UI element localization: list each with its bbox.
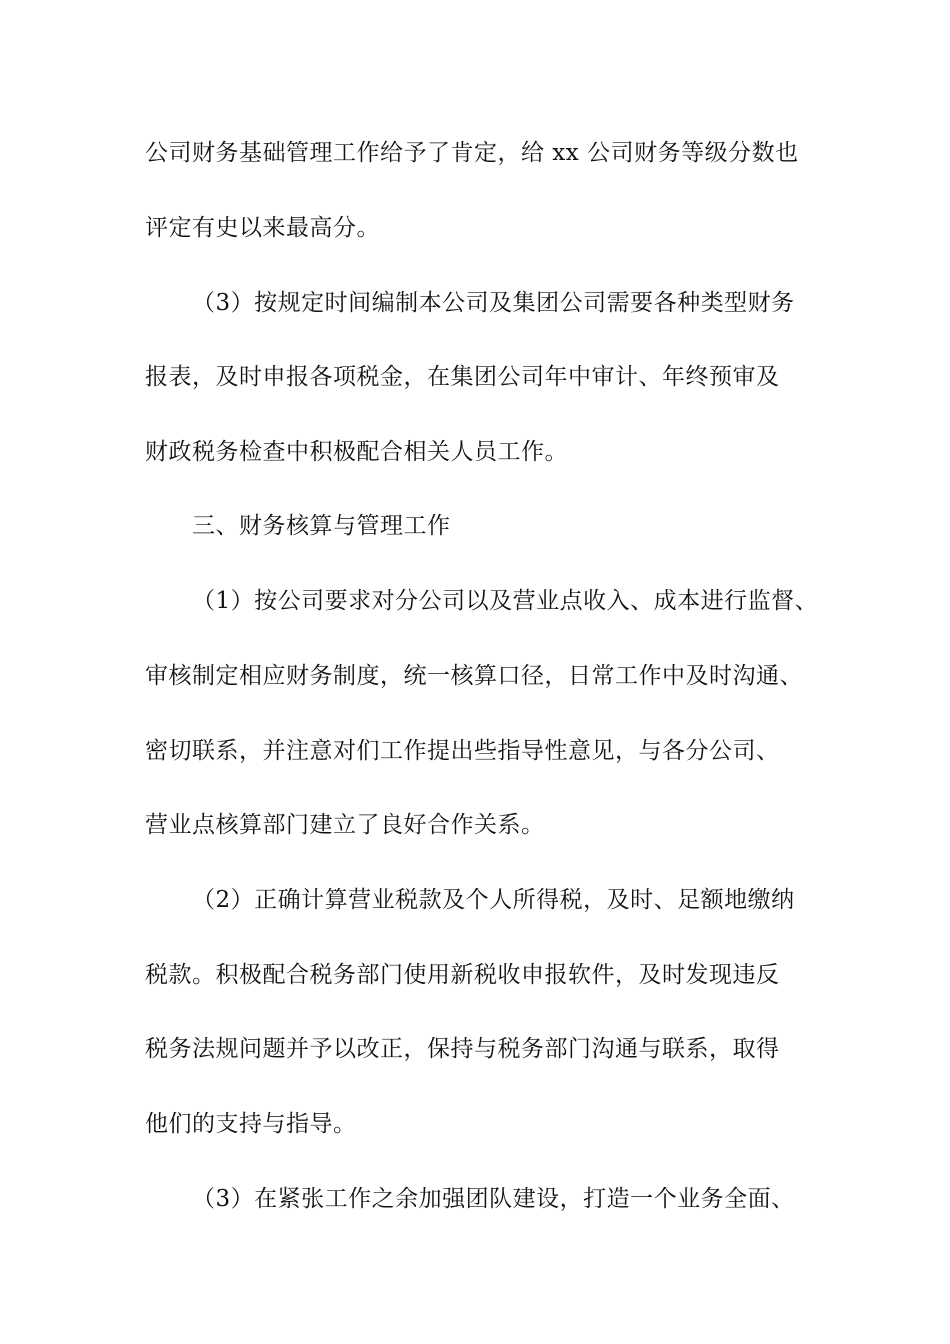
paragraph-line: （1）按公司要求对分公司以及营业点收入、成本进行监督、: [192, 588, 819, 614]
paragraph-line: 评定有史以来最高分。: [145, 215, 380, 241]
paragraph-line: 税款。积极配合税务部门使用新税收申报软件，及时发现违反: [145, 962, 780, 988]
section-heading: 三、财务核算与管理工作: [192, 513, 451, 539]
paragraph-line: （3）按规定时间编制本公司及集团公司需要各种类型财务: [192, 290, 795, 316]
paragraph-line: 他们的支持与指导。: [145, 1111, 357, 1137]
paragraph-line: （2）正确计算营业税款及个人所得税，及时、足额地缴纳: [192, 887, 795, 913]
paragraph-line: 营业点核算部门建立了良好合作关系。: [145, 812, 545, 838]
paragraph-line: 审核制定相应财务制度，统一核算口径，日常工作中及时沟通、: [145, 663, 803, 689]
paragraph-line: 公司财务基础管理工作给予了肯定，给 xx 公司财务等级分数也: [145, 140, 799, 166]
paragraph-line: 税务法规问题并予以改正，保持与税务部门沟通与联系，取得: [145, 1036, 780, 1062]
paragraph-line: 财政税务检查中积极配合相关人员工作。: [145, 439, 568, 465]
paragraph-line: （3）在紧张工作之余加强团队建设，打造一个业务全面、: [192, 1186, 795, 1212]
paragraph-line: 报表，及时申报各项税金，在集团公司年中审计、年终预审及: [145, 364, 780, 390]
paragraph-line: 密切联系，并注意对们工作提出些指导性意见，与各分公司、: [145, 738, 780, 764]
